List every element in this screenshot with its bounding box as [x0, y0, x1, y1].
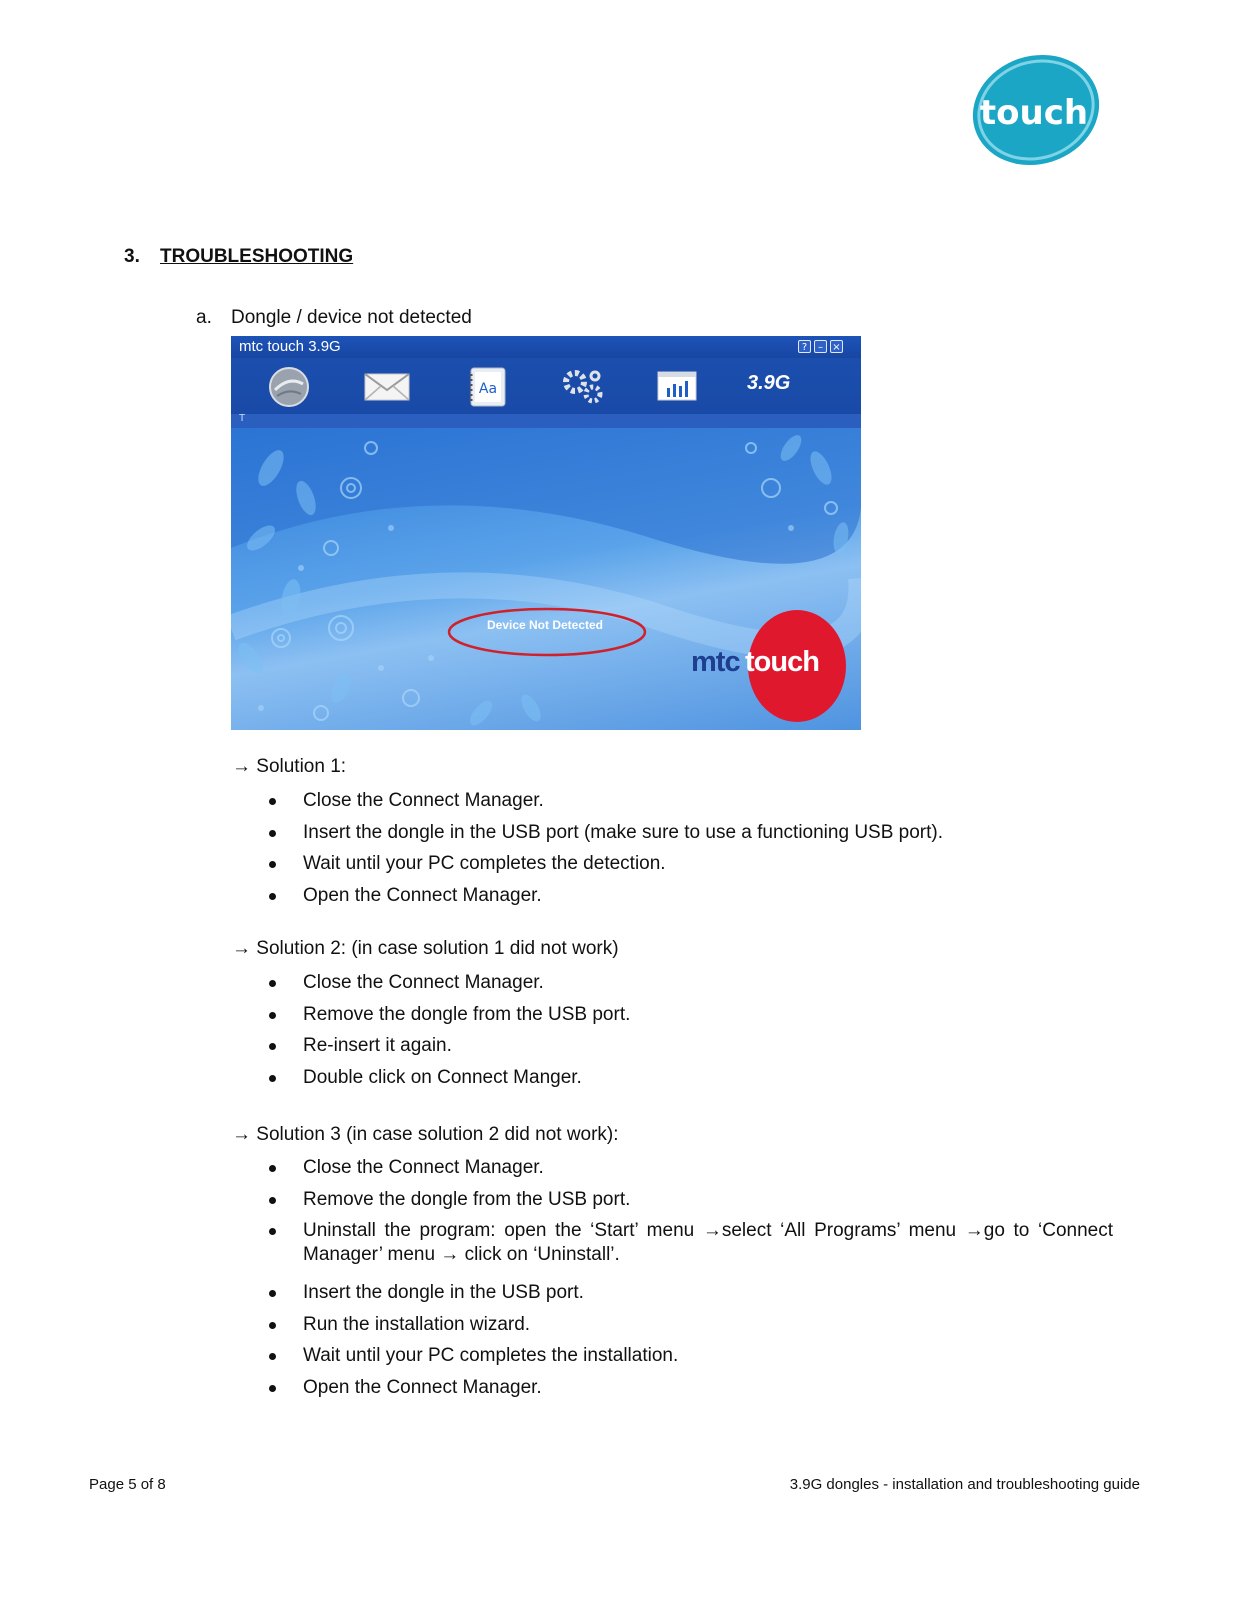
statistics-icon[interactable]	[655, 366, 699, 408]
document-title: 3.9G dongles - installation and troubleshooting guide	[789, 1476, 1140, 1493]
connect-manager-window	[231, 336, 861, 730]
list-item: Close the Connect Manager.	[266, 789, 943, 821]
solution-3-steps	[266, 1156, 1113, 1407]
list-item: Remove the dongle from the USB port.	[266, 1188, 1113, 1220]
brand-mtc-text: mtc	[691, 646, 740, 678]
brand-touch-text: touch	[745, 646, 819, 678]
minimize-icon[interactable]: –	[814, 340, 827, 353]
section-number: 3.	[124, 246, 140, 267]
arrow-icon: →	[232, 1124, 257, 1145]
window-titlebar	[231, 336, 861, 358]
list-item: Remove the dongle from the USB port.	[266, 1003, 630, 1035]
gears-icon[interactable]	[559, 366, 603, 408]
solution-1-heading	[232, 756, 346, 778]
list-item: Wait until your PC completes the detection.	[266, 852, 943, 884]
highlight-ellipse	[447, 606, 647, 658]
list-item: Insert the dongle in the USB port.	[266, 1281, 1113, 1313]
list-item: Close the Connect Manager.	[266, 1156, 1113, 1188]
solution-title: Solution 3 (in case solution 2 did not work):	[256, 1124, 619, 1145]
address-book-icon[interactable]	[467, 366, 511, 408]
device-status-text: Device Not Detected	[486, 618, 604, 632]
list-item	[266, 1219, 1113, 1281]
status-indicator: T	[239, 413, 246, 424]
list-item: Open the Connect Manager.	[266, 884, 943, 916]
list-item: Run the installation wizard.	[266, 1313, 1113, 1345]
touch-logo	[968, 50, 1104, 170]
svg-text:Aa: Aa	[478, 381, 498, 397]
help-icon[interactable]: ?	[798, 340, 811, 353]
subsection-marker: a.	[196, 307, 212, 328]
list-item: Double click on Connect Manger.	[266, 1066, 630, 1098]
uninstall-step-text: Uninstall the program: open the ‘Start’ menu →select ‘All Programs’ menu →go to ‘Connect Manager’ menu → click on ‘Uninstall’.	[303, 1220, 1113, 1265]
solution-title: Solution 2: (in case solution 1 did not work)	[256, 938, 619, 959]
envelope-icon[interactable]	[363, 366, 407, 408]
window-controls	[798, 340, 843, 353]
list-item: Close the Connect Manager.	[266, 971, 630, 1003]
list-item: Insert the dongle in the USB port (make sure to use a functioning USB port).	[266, 821, 943, 853]
subsection-title: Dongle / device not detected	[231, 307, 472, 328]
app-main-area	[231, 428, 861, 730]
list-item: Re-insert it again.	[266, 1034, 630, 1066]
close-icon[interactable]: ×	[830, 340, 843, 353]
section-title: TROUBLESHOOTING	[160, 246, 354, 267]
window-title: mtc touch 3.9G	[239, 338, 341, 355]
logo-text: touch	[979, 93, 1089, 133]
network-type-label: 3.9G	[747, 372, 791, 394]
app-toolbar	[231, 358, 861, 414]
list-item: Wait until your PC completes the installation.	[266, 1344, 1113, 1376]
solution-2-steps	[266, 971, 630, 1097]
list-item: Open the Connect Manager.	[266, 1376, 1113, 1408]
arrow-icon: →	[232, 938, 257, 959]
solution-2-heading	[232, 938, 619, 960]
subsection-heading	[196, 307, 472, 329]
page-number: Page 5 of 8	[89, 1476, 166, 1493]
solution-title: Solution 1:	[256, 756, 347, 777]
status-strip	[231, 414, 861, 428]
section-heading	[124, 246, 353, 268]
solution-3-heading	[232, 1124, 619, 1146]
solution-1-steps	[266, 789, 943, 915]
globe-icon[interactable]	[267, 366, 311, 408]
arrow-icon: →	[232, 756, 257, 777]
